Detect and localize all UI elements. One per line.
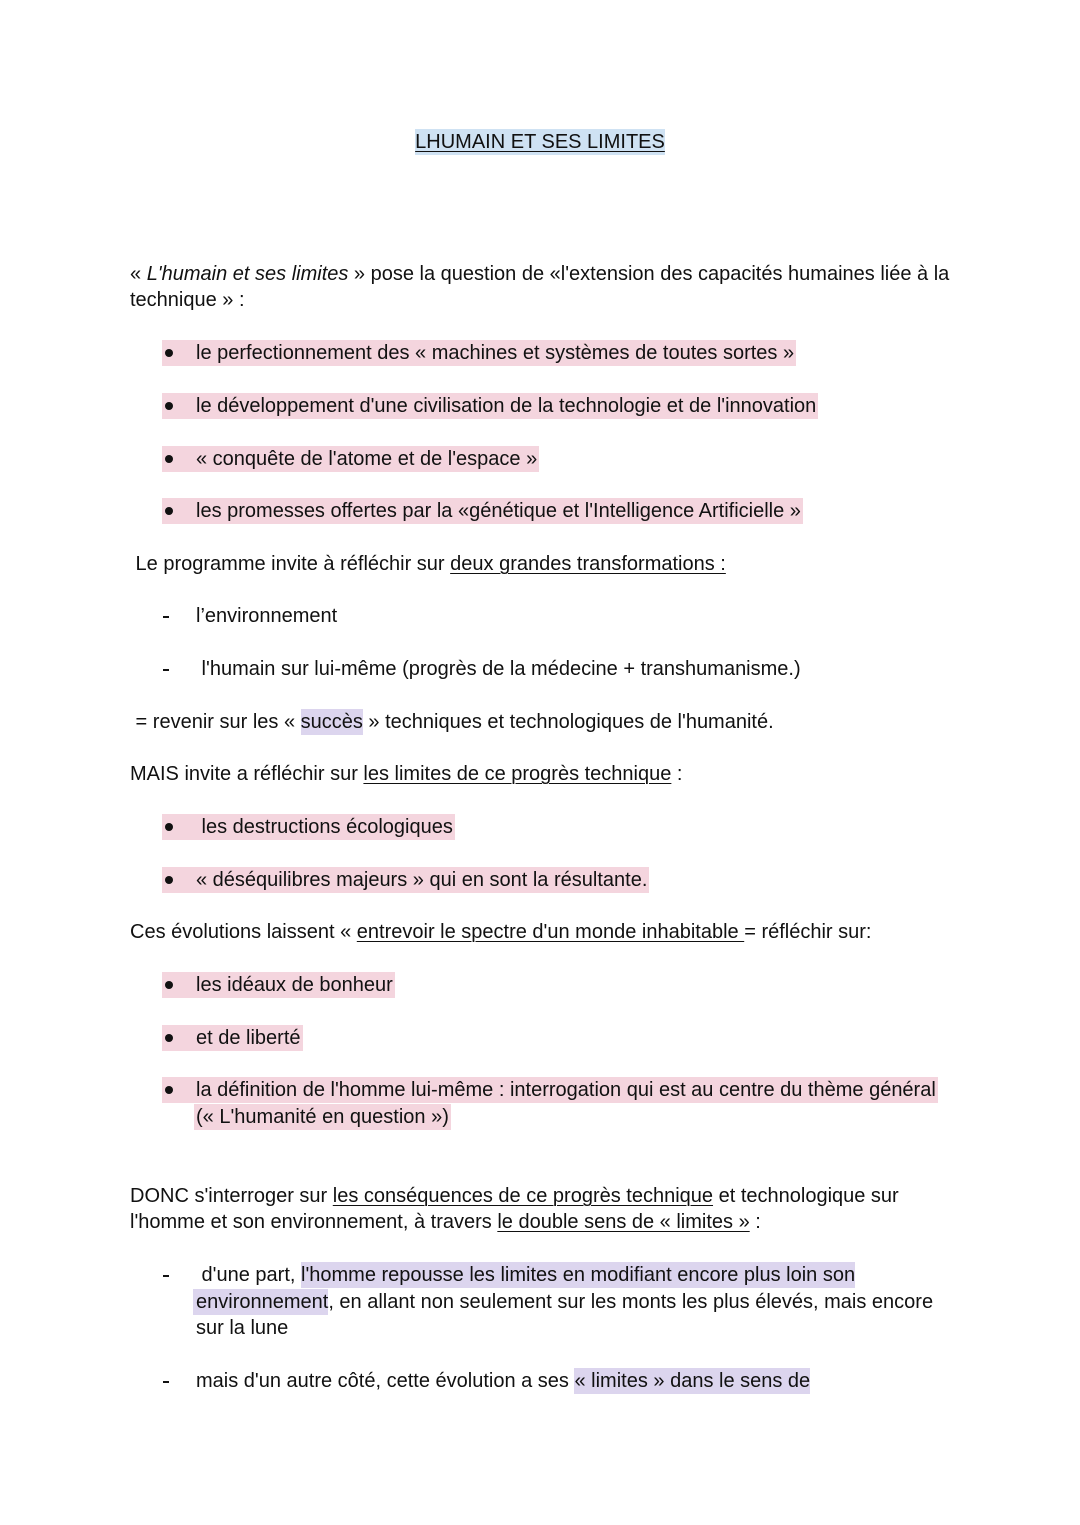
dash-icon [163,616,169,618]
sense-first-before: d'une part, [196,1264,301,1286]
list-item-text: les promesses offertes par la «génétique et l'Intelligence Artificielle » [196,500,801,522]
list-item [162,446,539,472]
list-item-highlight [162,814,455,840]
bullet-icon [165,455,173,463]
dash-list-item-continuation [193,1289,933,1315]
list-item-text: les destructions écologiques [196,816,453,838]
list-item-highlight [162,340,796,366]
programme-text: Le programme invite à réfléchir sur [130,553,451,575]
programme-line [130,551,726,577]
list-item-highlight [162,1077,938,1103]
conclusion-line-1-underlined: les conséquences de ce progrès technique [332,1185,714,1207]
dash-list-item [162,656,801,682]
successes-highlight: succès [300,711,363,733]
page-title-text: LHUMAIN ET SES LIMITES [415,131,665,153]
successes-line [130,709,774,735]
intro-line-1-rest: » pose la question de «l'extension des capacités humaines liée à la [348,263,950,285]
sense-first-highlight-cont: environnement [193,1289,328,1315]
intro-italic-title: L'humain et ses limites [146,263,349,285]
intro-line-2 [130,287,245,313]
bullet-icon [165,349,173,357]
conclusion-line-2 [130,1209,761,1235]
limits-intro-after: : [671,763,683,785]
list-item-highlight [162,498,803,524]
successes-after: » techniques et technologiques de l'humanité. [362,711,774,733]
conclusion-line-1-after: et technologique sur [713,1185,899,1207]
sense-first-highlight: l'homme repousse les limites en modifiant encore plus loin son [301,1264,856,1286]
list-item-text: le développement d'une civilisation de la technologie et de l'innovation [196,395,817,417]
list-item [162,867,649,893]
sense-first-line-3: sur la lune [196,1317,289,1339]
list-item-text: « conquête de l'atome et de l'espace » [196,448,538,470]
programme-underlined: deux grandes transformations : [450,553,726,575]
intro-line-1 [130,261,949,287]
evolutions-underlined: entrevoir le spectre d'un monde inhabitable [356,921,745,943]
sense-first-after: , en allant non seulement sur les monts les plus élevés, mais encore [328,1291,934,1313]
bullet-icon [165,823,173,831]
dash-list-item [162,1368,810,1394]
dash-list-item-text: l’environnement [196,605,338,627]
list-item-continuation [194,1104,451,1130]
bullet-icon [165,1086,173,1094]
list-item-text: les idéaux de bonheur [196,974,393,996]
limits-intro-underlined: les limites de ce progrès technique [363,763,672,785]
list-item-highlight [162,972,395,998]
bullet-icon [165,876,173,884]
list-item-text: « déséquilibres majeurs » qui en sont la résultante. [196,869,648,891]
list-item-highlight [162,867,649,893]
list-item [162,1025,303,1051]
evolutions-after: = réfléchir sur: [744,921,872,943]
list-item-text: et de liberté [196,1027,301,1049]
conclusion-line-1 [130,1183,899,1209]
list-item-highlight [162,1025,303,1051]
dash-list-item-continuation [196,1315,288,1341]
list-item [162,1077,938,1103]
intro-quote-open: « [130,263,147,285]
dash-list-item [162,603,337,629]
list-item [162,972,395,998]
bullet-icon [165,1034,173,1042]
sense-second-before: mais d'un autre côté, cette évolution a ses [196,1370,575,1392]
list-item-highlight [162,446,539,472]
list-item [162,498,803,524]
list-item-continuation-text: (« L'humanité en question ») [196,1106,449,1128]
list-item-highlight [162,393,818,419]
list-item [162,393,818,419]
conclusion-line-2-underlined: le double sens de « limites » [497,1211,750,1233]
conclusion-line-2-after: : [749,1211,761,1233]
bullet-icon [165,981,173,989]
conclusion-line-1-before: DONC s'interroger sur [130,1185,333,1207]
successes-before: = revenir sur les « [130,711,301,733]
limits-intro-before: MAIS invite a réfléchir sur [130,763,364,785]
sense-second-highlight: « limites » dans le sens de [574,1370,811,1392]
dash-icon [163,669,169,671]
list-item [162,340,796,366]
dash-icon [163,1275,169,1277]
conclusion-line-2-before: l'homme et son environnement, à travers [130,1211,498,1233]
evolutions-before: Ces évolutions laissent « [130,921,357,943]
page-title [0,129,1080,155]
evolutions-line [130,919,871,945]
dash-list-item [162,1262,855,1288]
dash-icon [163,1381,169,1383]
list-item-text: la définition de l'homme lui-même : interrogation qui est au centre du thème général [196,1079,936,1101]
bullet-icon [165,402,173,410]
dash-list-item-text: l'humain sur lui-même (progrès de la médecine + transhumanisme.) [196,658,801,680]
bullet-icon [165,507,173,515]
intro-line-2-text: technique » : [130,289,245,311]
limits-intro-line [130,761,683,787]
list-item-text: le perfectionnement des « machines et systèmes de toutes sortes » [196,342,795,364]
list-item [162,814,455,840]
